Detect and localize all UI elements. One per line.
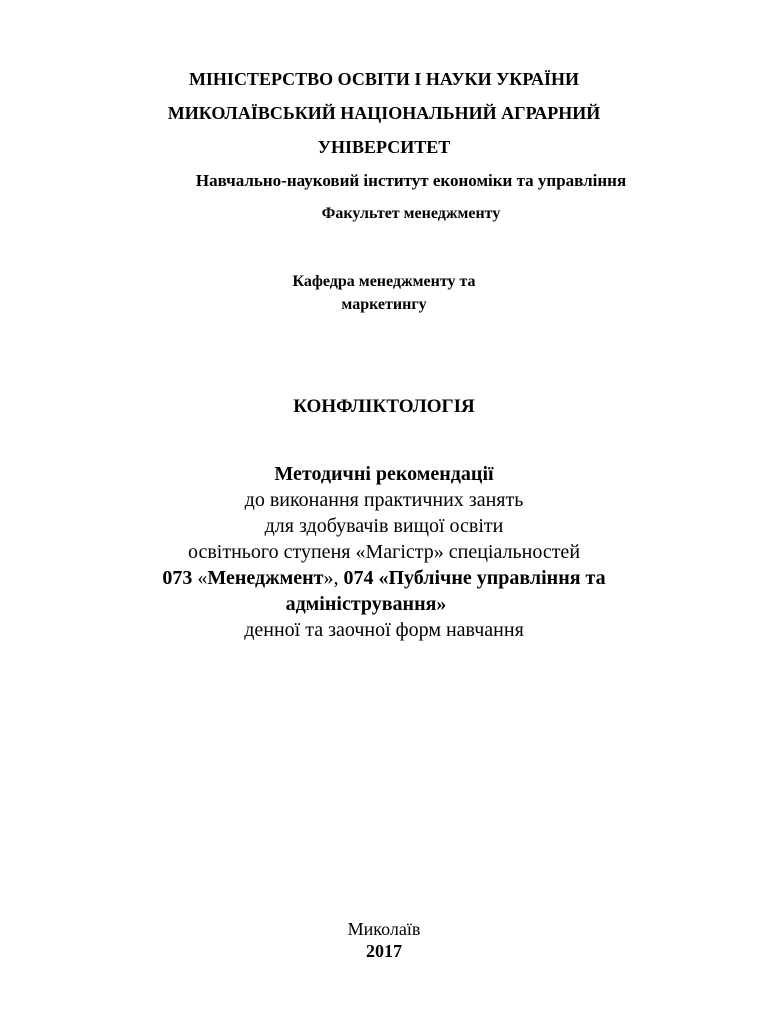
- specialty-name-2-line2: адміністрування»: [285, 593, 447, 615]
- city: Миколаїв: [347, 919, 421, 939]
- specialty-code-1: 073: [162, 567, 193, 589]
- guidelines-line3: освітнього ступеня «Магістр» спеціальностей: [187, 541, 581, 563]
- department-name-line2: маркетингу: [341, 296, 427, 313]
- study-forms-line: денної та заочної форм навчання: [244, 619, 524, 641]
- specialty-name-2-line1: «Публічне управління та: [378, 567, 606, 589]
- specialty-code-2: 074: [343, 567, 374, 589]
- ministry-heading: МІНІСТЕРСТВО ОСВІТИ І НАУКИ УКРАЇНИ: [188, 69, 580, 89]
- guidelines-heading: Методичні рекомендації: [274, 463, 494, 485]
- university-name-line1: МИКОЛАЇВСЬКИЙ НАЦІОНАЛЬНИЙ АГРАРНИЙ: [167, 103, 601, 123]
- institute-name: Навчально-науковий інститут економіки та управління: [195, 171, 627, 190]
- specialty-name-1-text: Менеджмент: [207, 567, 324, 589]
- year: 2017: [366, 941, 402, 961]
- faculty-name: Факультет менеджменту: [321, 205, 501, 222]
- guidelines-line1: до виконання практичних занять: [244, 489, 524, 511]
- university-name-line2: УНІВЕРСИТЕТ: [317, 137, 451, 157]
- guidelines-line2: для здобувачів вищої освіти: [264, 515, 504, 537]
- department-name-line1: Кафедра менеджменту та: [292, 273, 476, 290]
- document-title: КОНФЛІКТОЛОГІЯ: [293, 396, 475, 417]
- specialties-line: [0, 568, 768, 588]
- specialty-separator: ,: [333, 567, 339, 589]
- specialty-name-1: «Менеджмент»: [197, 567, 334, 589]
